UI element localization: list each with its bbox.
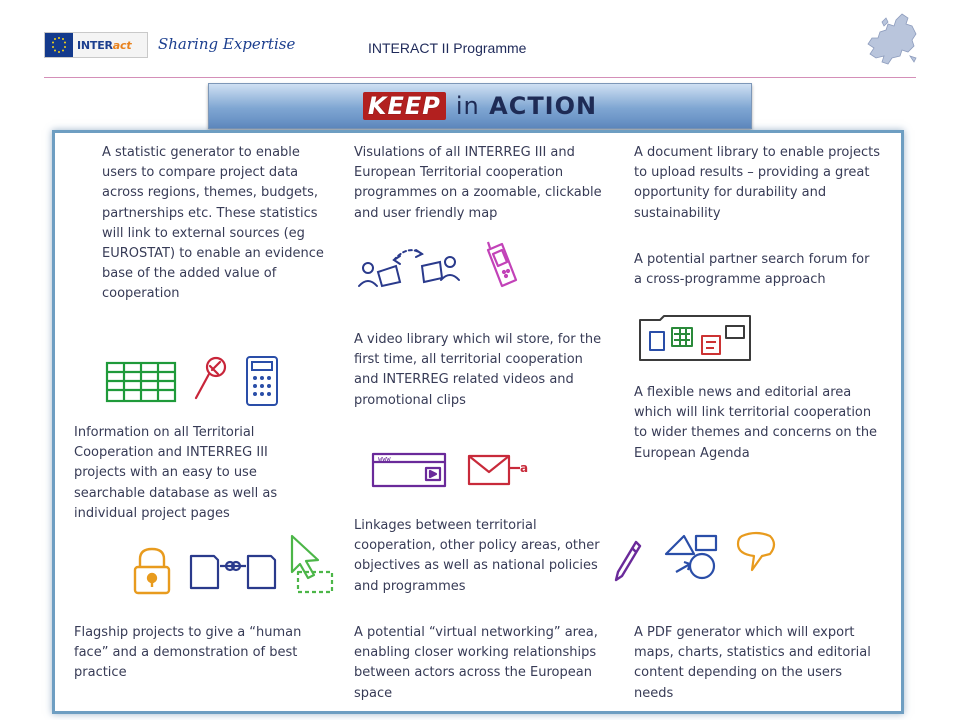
calculator-icon bbox=[244, 354, 280, 408]
feature-video-library: A video library which wil store, for the first time, all territorial cooperation and INTERREG related videos and promotional clips bbox=[354, 332, 602, 408]
feature-visualisations: Visulations of all INTERREG III and European Territorial cooperation programmes on a zoomable, clickable and user friendly map bbox=[354, 145, 602, 221]
feature-partner-search: A potential partner search forum for a cross-programme approach bbox=[634, 252, 870, 288]
feature-information: Information on all Territorial Cooperation and INTERREG III projects with an easy to use searchable database as well as individual project pages bbox=[74, 425, 278, 521]
pen-icon bbox=[612, 538, 642, 584]
cursor-icon bbox=[286, 532, 336, 596]
slide-header bbox=[0, 0, 960, 82]
programme-title: INTERACT II Programme bbox=[368, 40, 527, 56]
feature-flagship: Flagship projects to give a “human face” and a demonstration of best practice bbox=[74, 625, 302, 681]
web-video-icon bbox=[370, 450, 450, 490]
interact-wordmark: INTER act bbox=[73, 33, 147, 57]
microphone-icon bbox=[190, 354, 230, 404]
header-divider bbox=[44, 77, 916, 78]
feature-document-library: A document library to enable projects to upload results – providing a great opportunity for durability and sustainability bbox=[634, 145, 880, 221]
banner-keep: KEEP bbox=[363, 92, 446, 120]
svg-text:a: a bbox=[520, 461, 529, 475]
linked-pages-icon bbox=[188, 552, 280, 592]
interact-logo bbox=[44, 32, 148, 58]
svg-text:www: www bbox=[378, 455, 391, 463]
folder-documents-icon bbox=[636, 312, 754, 364]
eu-flag-icon bbox=[45, 33, 73, 57]
feature-linkages: Linkages between territorial cooperation, other policy areas, other objectives as well as national policies and programmes bbox=[354, 518, 600, 594]
padlock-icon bbox=[130, 545, 174, 597]
banner-title: in ACTION bbox=[455, 92, 598, 120]
europe-map-icon bbox=[862, 12, 920, 68]
shapes-icon bbox=[662, 532, 722, 584]
feature-statistics: A statistic generator to enable users to compare project data across regions, themes, budgets, partnerships etc. These statistics will link to external sources (eg EUROSTAT) to enable an evidence base of the added value of cooperation bbox=[102, 145, 324, 302]
email-icon bbox=[466, 450, 532, 490]
feature-virtual-networking: A potential “virtual networking” area, enabling closer working relationships between actors across the European space bbox=[354, 625, 598, 701]
mobile-phone-icon bbox=[484, 240, 520, 290]
network-computers-icon bbox=[356, 240, 468, 292]
table-grid-icon bbox=[104, 360, 178, 404]
feature-news-area: A flexible news and editorial area which will link territorial cooperation to wider themes and concerns on the European Agenda bbox=[634, 385, 878, 461]
feature-pdf-generator: A PDF generator which will export maps, charts, statistics and editorial content depending on the users needs bbox=[634, 625, 871, 701]
title-banner bbox=[208, 83, 752, 129]
speech-bubble-icon bbox=[734, 530, 778, 580]
tagline: Sharing Expertise bbox=[158, 35, 296, 53]
